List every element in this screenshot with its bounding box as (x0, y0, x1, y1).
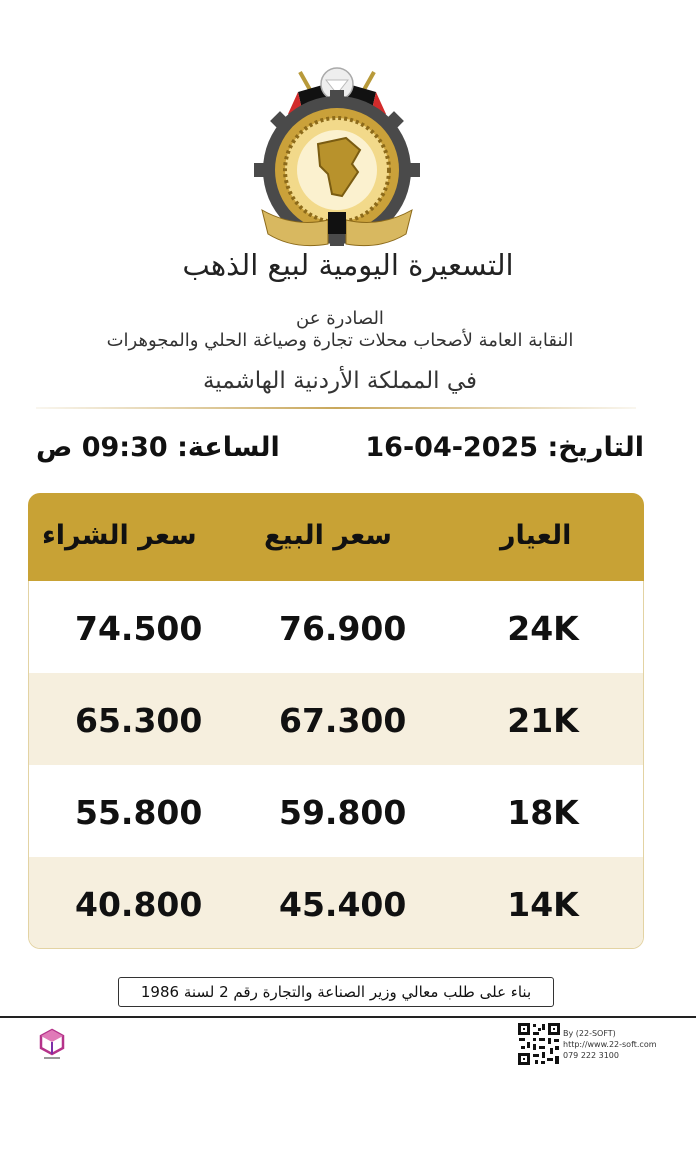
sell-price: 45.400 (279, 885, 407, 924)
karat: 21K (507, 701, 579, 740)
date-value: 16-04-2025 (365, 432, 539, 463)
footer-credit (563, 1028, 657, 1061)
union-emblem-logo (248, 62, 426, 250)
date-label: التاريخ: (547, 432, 644, 463)
sell-price: 67.300 (279, 701, 407, 740)
footer-divider (0, 1016, 696, 1018)
date-info (365, 432, 644, 463)
price-table (28, 493, 644, 949)
union-name: النقابة العامة لأصحاب محلات تجارة وصياغة الحلي والمجوهرات (106, 330, 574, 351)
divider (36, 407, 636, 409)
karat: 24K (507, 609, 579, 648)
page-title: التسعيرة اليومية لبيع الذهب (182, 248, 514, 282)
table-row (29, 765, 643, 857)
credit-by: By (22-SOFT) (563, 1029, 616, 1038)
22-soft-logo-icon (38, 1028, 66, 1062)
issued-by-text: الصادرة عن (296, 308, 384, 329)
buy-price: 65.300 (75, 701, 203, 740)
buy-price: 55.800 (75, 793, 203, 832)
header-buy: سعر الشراء (42, 520, 197, 551)
time-info (36, 432, 280, 463)
sell-price: 59.800 (279, 793, 407, 832)
credit-url[interactable]: http://www.22-soft.com (563, 1040, 657, 1049)
credit-phone: 079 222 3100 (563, 1051, 619, 1060)
table-body (28, 581, 644, 949)
buy-price: 74.500 (75, 609, 203, 648)
time-value: 09:30 ص (36, 432, 168, 463)
buy-price: 40.800 (75, 885, 203, 924)
kingdom-name: في المملكة الأردنية الهاشمية (202, 368, 478, 394)
qr-code-icon (517, 1022, 561, 1066)
table-row (29, 581, 643, 673)
karat: 18K (507, 793, 579, 832)
table-row (29, 857, 643, 949)
karat: 14K (507, 885, 579, 924)
header-karat: العيار (500, 520, 572, 551)
table-row (29, 673, 643, 765)
time-label: الساعة: (177, 432, 280, 463)
decree-note: بناء على طلب معالي وزير الصناعة والتجارة رقم 2 لسنة 1986 (118, 977, 554, 1007)
table-header (28, 493, 644, 581)
sell-price: 76.900 (279, 609, 407, 648)
header-sell: سعر البيع (264, 520, 392, 551)
